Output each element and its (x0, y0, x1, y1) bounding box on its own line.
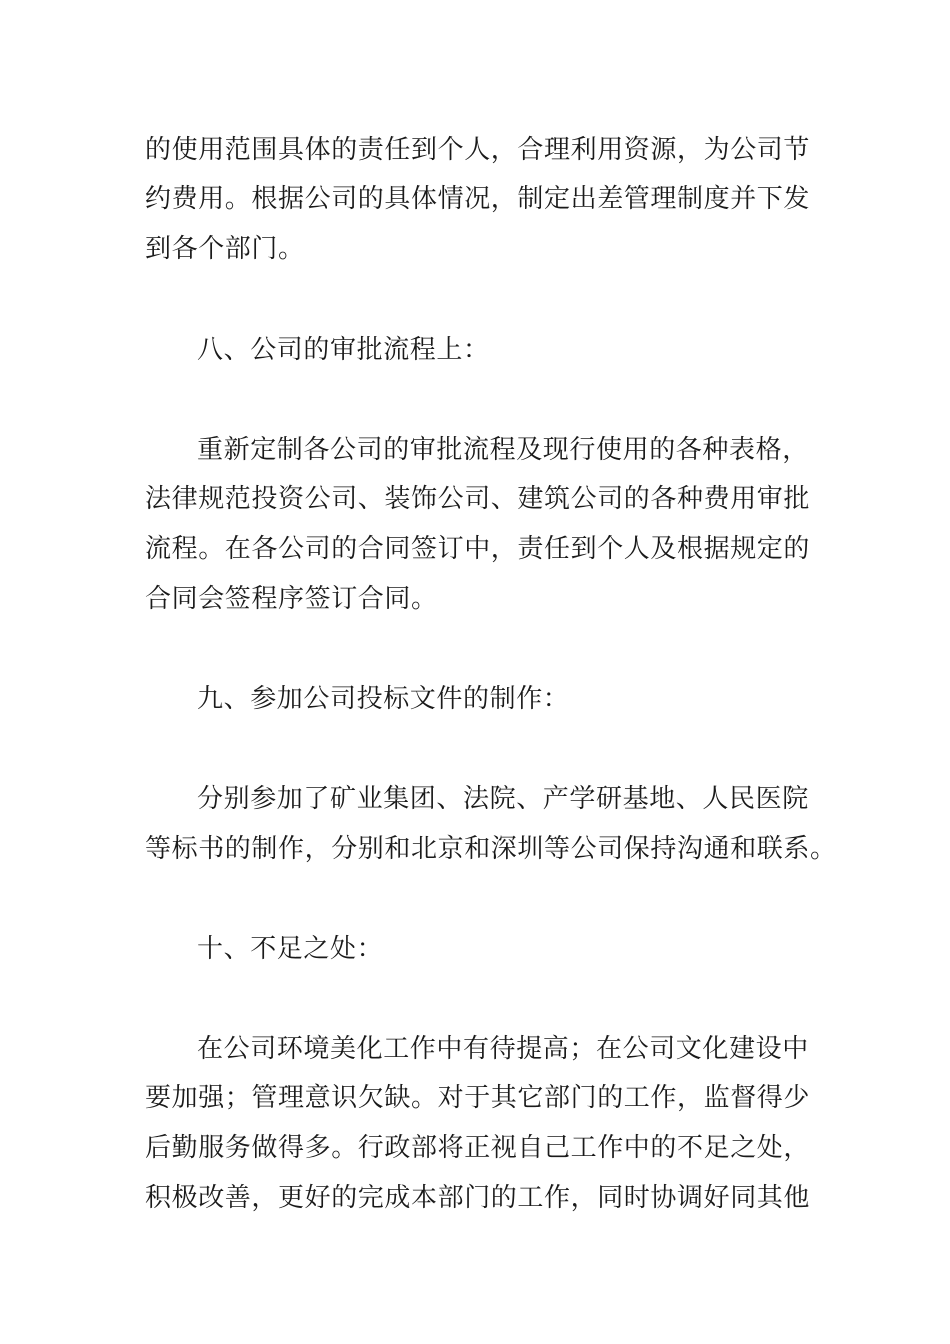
paragraph-line: 流程。在各公司的合同签订中，责任到个人及根据规定的 (145, 534, 811, 564)
section-heading: 八、公司的审批流程上： (197, 335, 490, 365)
paragraph-line: 积极改善，更好的完成本部门的工作，同时协调好同其他 (145, 1183, 811, 1213)
paragraph-line: 要加强；管理意识欠缺。对于其它部门的工作，监督得少 (145, 1083, 811, 1113)
paragraph-line: 在公司环境美化工作中有待提高；在公司文化建设中 (197, 1034, 809, 1064)
paragraph-line: 重新定制各公司的审批流程及现行使用的各种表格， (197, 435, 809, 465)
paragraph-line: 到各个部门。 (145, 234, 305, 264)
section-heading: 九、参加公司投标文件的制作： (197, 684, 570, 714)
paragraph-line: 合同会签程序签订合同。 (145, 584, 438, 614)
paragraph-line: 的使用范围具体的责任到个人，合理利用资源，为公司节 (145, 135, 811, 165)
section-heading: 十、不足之处： (197, 934, 384, 964)
paragraph-line: 分别参加了矿业集团、法院、产学研基地、人民医院 (197, 784, 809, 814)
paragraph-line: 等标书的制作，分别和北京和深圳等公司保持沟通和联系。 (145, 834, 837, 864)
paragraph-line: 后勤服务做得多。行政部将正视自己工作中的不足之处， (145, 1133, 811, 1163)
paragraph-line: 约费用。根据公司的具体情况，制定出差管理制度并下发 (145, 184, 811, 214)
paragraph-line: 法律规范投资公司、装饰公司、建筑公司的各种费用审批 (145, 484, 811, 514)
